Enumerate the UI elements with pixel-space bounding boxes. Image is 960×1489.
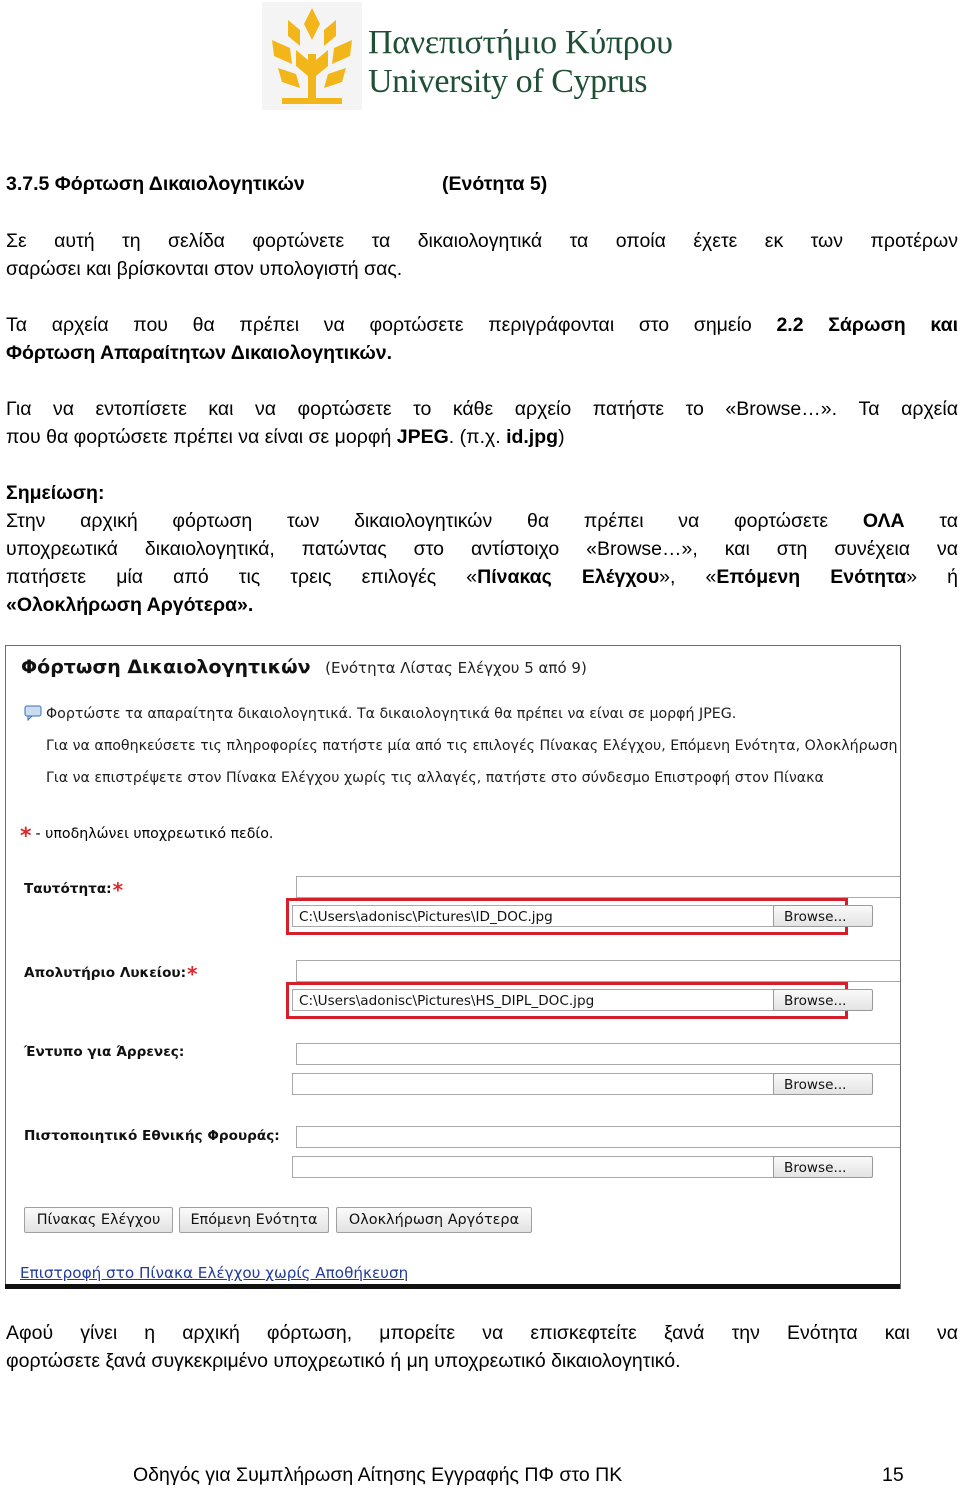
form-instruction-save: Για να αποθηκεύσετε τις πληροφορίες πατήστε μία από τις επιλογές Πίνακας Ελέγχου, Επόμενη Ενότητα, Ολοκλήρωση xyxy=(46,738,898,754)
section-subtitle: (Ενότητα 5) xyxy=(442,173,548,195)
note-close-quote: ». xyxy=(237,594,254,616)
section-title xyxy=(6,173,548,196)
paragraph-intro-line2: σαρώσει και βρίσκονται στον υπολογιστή σας. xyxy=(6,258,403,280)
form-title-text: Φόρτωση Δικαιολογητικών xyxy=(21,656,311,678)
field-id-path-input[interactable]: C:\Users\adonisc\Pictures\ID_DOC.jpg xyxy=(292,905,809,927)
note-label: Σημείωση: xyxy=(6,482,105,504)
field-male-form-label: Έντυπο για Άρρενες: xyxy=(24,1044,185,1060)
note-line1-text: Στην αρχική φόρτωση των δικαιολογητικών θα πρέπει να φορτώσετε xyxy=(6,510,829,532)
format-jpeg: JPEG xyxy=(396,426,449,448)
required-legend-text: - υποδηλώνει υποχρεωτικό πεδίο. xyxy=(35,826,274,842)
form-instruction-return: Για να επιστρέψετε στον Πίνακα Ελέγχου χωρίς τις αλλαγές, πατήστε στο σύνδεσμο Επιστροφή στον Πίνακα xyxy=(46,770,824,786)
reference-section: 2.2 Σάρωση και xyxy=(776,314,958,336)
note-sep: », « xyxy=(659,566,717,588)
field-id-browse-button[interactable]: Browse... xyxy=(773,905,873,927)
paragraph-after-line1: Αφού γίνει η αρχική φόρτωση, μπορείτε να επισκεφτείτε ξανά την Ενότητα και να xyxy=(6,1322,958,1344)
example-prefix: . (π.χ. xyxy=(448,426,501,448)
upload-form-screenshot xyxy=(5,645,901,1289)
field-diploma-required-star: * xyxy=(187,962,198,986)
next-section-button[interactable]: Επόμενη Ενότητα xyxy=(179,1207,329,1233)
field-male-form-path-input[interactable] xyxy=(292,1073,809,1095)
example-suffix: ) xyxy=(558,426,565,448)
university-logo xyxy=(262,2,673,110)
field-id-required-star: * xyxy=(112,878,124,902)
note-next-section: Επόμενη Ενότητα xyxy=(716,566,907,588)
note-line1-end: τα xyxy=(939,510,959,532)
field-national-guard-label: Πιστοποιητικό Εθνικής Φρουράς: xyxy=(24,1128,280,1144)
form-message: Φορτώστε τα απαραίτητα δικαιολογητικά. Τα δικαιολογητικά θα πρέπει να είναι σε μορφή JPEG. xyxy=(46,706,737,722)
university-name-english: University of Cyprus xyxy=(368,63,648,100)
field-id-label-text: Ταυτότητα: xyxy=(24,881,112,897)
field-diploma-label xyxy=(24,962,198,986)
format-text: που θα φορτώσετε πρέπει να είναι σε μορφή xyxy=(6,426,392,448)
field-national-guard-path-input[interactable] xyxy=(292,1156,809,1178)
screenshot-bottom-edge xyxy=(5,1284,900,1289)
footer-guide-title: Οδηγός για Συμπλήρωση Αίτησης Εγγραφής ΠΦ στο ΠΚ xyxy=(133,1464,623,1486)
paragraph-after-line2: φορτώσετε ξανά συγκεκριμένο υποχρεωτικό ή μη υποχρεωτικό δικαιολογητικό. xyxy=(6,1350,681,1372)
form-title-meta: (Ενότητα Λίστας Ελέγχου 5 από 9) xyxy=(325,659,587,677)
field-diploma-browse-button[interactable]: Browse... xyxy=(773,989,873,1011)
field-national-guard-text-input[interactable] xyxy=(296,1126,901,1148)
field-male-form-text-input[interactable] xyxy=(296,1043,901,1065)
university-name-greek: Πανεπιστήμιο Κύπρου xyxy=(368,24,673,61)
note-line4 xyxy=(6,591,958,619)
note-line3 xyxy=(6,563,958,591)
required-legend xyxy=(20,824,273,849)
note-line2: υποχρεωτικά δικαιολογητικά, πατώντας στο αντίστοιχο «Browse…», και στη συνέχεια να xyxy=(6,538,958,560)
note-line3-text: πατήσετε μία από τις τρεις επιλογές « xyxy=(6,566,478,588)
paragraph-files-line2: Φόρτωση Απαραίτητων Δικαιολογητικών. xyxy=(6,342,393,364)
paragraph-browse-line2 xyxy=(6,423,958,451)
note-line1 xyxy=(6,507,958,535)
paragraph-intro-line1: Σε αυτή τη σελίδα φορτώνετε τα δικαιολογητικά τα οποία έχετε εκ των προτέρων xyxy=(6,230,958,252)
speech-bubble-icon xyxy=(24,705,42,721)
return-to-checklist-link[interactable]: Επιστροφή στο Πίνακα Ελέγχου χωρίς Αποθήκευση xyxy=(20,1264,409,1282)
field-diploma-label-text: Απολυτήριο Λυκείου: xyxy=(24,965,187,981)
field-id-text-input[interactable] xyxy=(296,876,901,898)
paragraph-files-text: Τα αρχεία που θα πρέπει να φορτώσετε περιγράφονται στο σημείο xyxy=(6,314,752,336)
field-id-label xyxy=(24,878,123,902)
note-complete-later: Ολοκλήρωση Αργότερα xyxy=(16,594,238,616)
required-star: * xyxy=(20,824,32,849)
complete-later-button[interactable]: Ολοκλήρωση Αργότερα xyxy=(336,1207,532,1233)
paragraph-browse-line1: Για να εντοπίσετε και να φορτώσετε το κάθε αρχείο πατήστε το «Browse…». Τα αρχεία xyxy=(6,398,958,420)
paragraph-files-line1 xyxy=(6,311,958,339)
checklist-button[interactable]: Πίνακας Ελέγχου xyxy=(24,1207,173,1233)
field-diploma-path-input[interactable]: C:\Users\adonisc\Pictures\HS_DIPL_DOC.jpg xyxy=(292,989,809,1011)
field-male-form-browse-button[interactable]: Browse... xyxy=(773,1073,873,1095)
field-national-guard-browse-button[interactable]: Browse... xyxy=(773,1156,873,1178)
olive-tree-emblem-icon xyxy=(262,2,362,110)
field-diploma-text-input[interactable] xyxy=(296,960,901,982)
footer-page-number: 15 xyxy=(882,1464,904,1486)
note-line3-end: » ή xyxy=(906,566,958,588)
form-title xyxy=(21,656,587,678)
note-checklist: Πίνακας Ελέγχου xyxy=(477,566,660,588)
note-all: ΟΛΑ xyxy=(862,510,905,532)
note-open-quote: « xyxy=(6,594,17,616)
section-title-text: 3.7.5 Φόρτωση Δικαιολογητικών xyxy=(6,173,305,195)
example-filename: id.jpg xyxy=(506,426,559,448)
